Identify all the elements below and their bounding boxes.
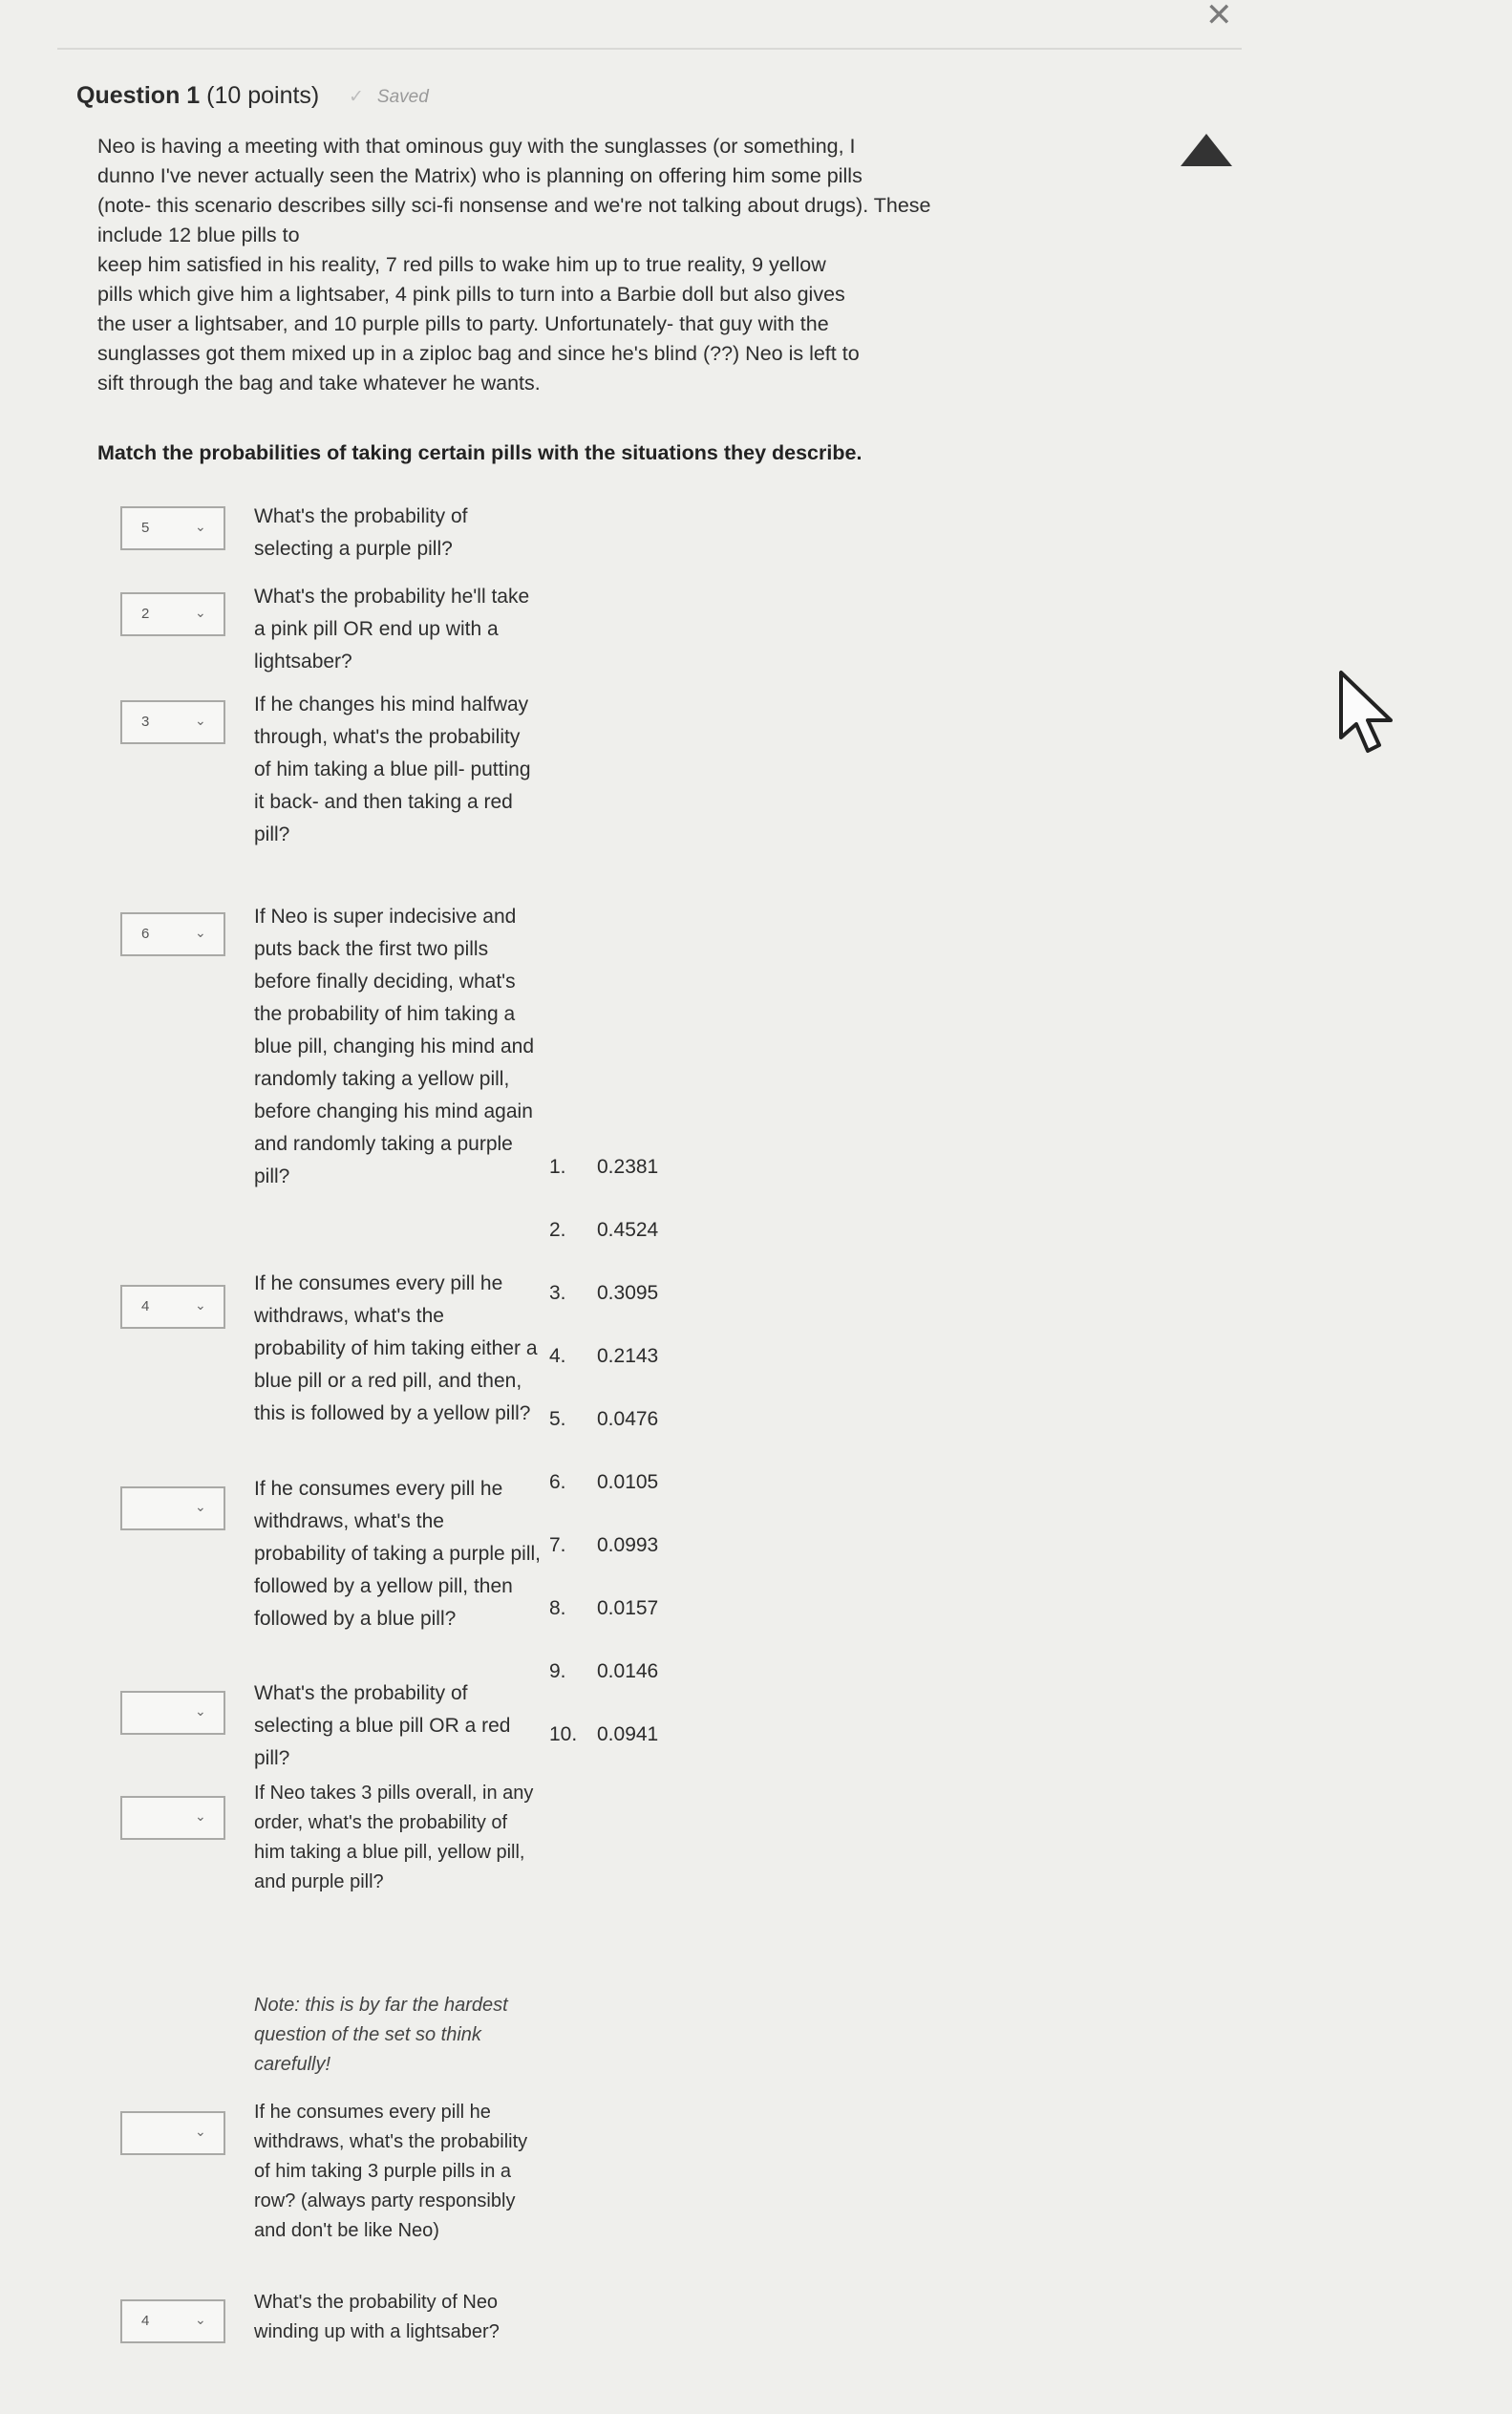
answer-number: 1.: [549, 1156, 566, 1178]
answer-value: 0.3095: [597, 1282, 659, 1304]
saved-label: Saved: [376, 87, 429, 107]
answer-option: [549, 1219, 740, 1242]
answer-select[interactable]: [120, 1285, 225, 1329]
answer-select[interactable]: [120, 1691, 225, 1735]
chevron-down-icon: ⌄: [195, 713, 206, 728]
saved-status: [349, 86, 429, 108]
prompt-line: the user a lightsaber, and 10 purple pills to party. Unfortunately- that guy with the: [97, 312, 829, 335]
answer-select[interactable]: [120, 912, 225, 956]
select-value: 5: [141, 520, 150, 536]
answer-option: [549, 1597, 740, 1620]
match-instruction: Match the probabilities of taking certain pills with the situations they describe.: [97, 441, 862, 464]
chevron-down-icon: ⌄: [195, 1808, 206, 1824]
match-question: What's the probability of selecting a purple pill?: [254, 505, 468, 560]
chevron-down-icon: ⌄: [195, 1703, 206, 1719]
answer-select[interactable]: [120, 506, 225, 550]
prompt-line: keep him satisfied in his reality, 7 red pills to wake him up to true reality, 9 yellow: [97, 253, 826, 276]
match-question: What's the probability of Neo winding up with a lightsaber?: [254, 2292, 500, 2342]
answer-number: 5.: [549, 1408, 566, 1430]
match-question: If he consumes every pill he withdraws, what's the probability of him taking 3 purple pills in a row? (always party responsibly and don't be like Neo): [254, 2102, 528, 2241]
answer-select[interactable]: [120, 1796, 225, 1840]
chevron-down-icon: ⌄: [195, 2312, 206, 2327]
match-question: If Neo is super indecisive and puts back the first two pills before finally deciding, what's the probability of him taking a blue pill, changing his mind and randomly taking a yellow pill, before changing his mind again and randomly taking a purple pill?: [254, 906, 535, 1187]
select-value: 4: [141, 1298, 150, 1314]
answer-value: 0.0476: [597, 1408, 659, 1430]
chevron-down-icon: ⌄: [195, 925, 206, 940]
close-icon[interactable]: ✕: [1205, 0, 1233, 33]
answer-value: 0.0146: [597, 1660, 659, 1682]
select-value: 2: [141, 606, 150, 622]
question-prompt: [97, 132, 986, 398]
match-question: If he changes his mind halfway through, what's the probability of him taking a blue pill- putting it back- and then taking a red pill?: [254, 694, 531, 845]
answer-number: 3.: [549, 1282, 566, 1304]
answer-option: [549, 1723, 740, 1746]
prompt-line: pills which give him a lightsaber, 4 pink pills to turn into a Barbie doll but also gives: [97, 283, 845, 306]
answer-value: 0.0993: [597, 1534, 659, 1556]
answer-number: 7.: [549, 1534, 566, 1556]
answer-value: 0.2143: [597, 1345, 659, 1367]
chevron-down-icon: ⌄: [195, 519, 206, 534]
answer-number: 2.: [549, 1219, 566, 1241]
question-points: (10 points): [206, 82, 320, 109]
prompt-line: Neo is having a meeting with that ominous guy with the sunglasses (or something, I: [97, 135, 856, 158]
chevron-down-icon: ⌄: [195, 1499, 206, 1514]
answer-value: 0.2381: [597, 1156, 659, 1178]
answer-option: [549, 1408, 740, 1431]
answer-select[interactable]: [120, 1486, 225, 1530]
question-header: [76, 82, 319, 110]
checkmark-icon: ✓: [349, 87, 364, 107]
prompt-line: (note- this scenario describes silly sci-fi nonsense and we're not talking about drugs). These include 12 blue pills to: [97, 194, 931, 246]
match-note: Note: this is by far the hardest question of the set so think carefully!: [254, 1995, 508, 2075]
mouse-pointer-icon: [1337, 669, 1404, 755]
question-title: Question 1: [76, 82, 201, 109]
chevron-down-icon: ⌄: [195, 2124, 206, 2139]
chevron-down-icon: ⌄: [195, 605, 206, 620]
match-question: If he consumes every pill he withdraws, what's the probability of taking a purple pill, followed by a yellow pill, then followed by a blue pill?: [254, 1478, 542, 1630]
flag-icon[interactable]: [1181, 134, 1232, 166]
match-question: If he consumes every pill he withdraws, what's the probability of him taking either a blue pill or a red pill, and then, this is followed by a yellow pill?: [254, 1272, 538, 1424]
chevron-down-icon: ⌄: [195, 1297, 206, 1313]
answer-value: 0.0105: [597, 1471, 659, 1493]
prompt-line: dunno I've never actually seen the Matrix) who is planning on offering him some pills: [97, 164, 862, 187]
match-question: What's the probability he'll take a pink pill OR end up with a lightsaber?: [254, 586, 530, 673]
answer-option: [549, 1471, 740, 1494]
answer-select[interactable]: [120, 2299, 225, 2343]
answer-number: 10.: [549, 1723, 578, 1745]
answer-number: 6.: [549, 1471, 566, 1493]
answer-value: 0.0157: [597, 1597, 659, 1619]
answer-number: 8.: [549, 1597, 566, 1619]
answer-option: [549, 1660, 740, 1683]
prompt-line: sunglasses got them mixed up in a ziploc bag and since he's blind (??) Neo is left to: [97, 342, 860, 365]
select-value: 4: [141, 2313, 150, 2329]
answer-value: 0.0941: [597, 1723, 659, 1745]
answer-number: 9.: [549, 1660, 566, 1682]
answer-number: 4.: [549, 1345, 566, 1367]
select-value: 3: [141, 714, 150, 730]
answer-value: 0.4524: [597, 1219, 659, 1241]
answer-option: [549, 1534, 740, 1557]
match-question: If Neo takes 3 pills overall, in any order, what's the probability of him taking a blue pill, yellow pill, and purple pill?: [254, 1783, 534, 1892]
answer-select[interactable]: [120, 592, 225, 636]
answer-option: [549, 1156, 740, 1179]
match-question: What's the probability of selecting a blue pill OR a red pill?: [254, 1682, 511, 1769]
top-divider: [57, 48, 1242, 50]
answer-option: [549, 1282, 740, 1305]
prompt-line: sift through the bag and take whatever he wants.: [97, 372, 541, 395]
answer-option: [549, 1345, 740, 1368]
answer-select[interactable]: [120, 2111, 225, 2155]
select-value: 6: [141, 926, 150, 942]
answer-select[interactable]: [120, 700, 225, 744]
